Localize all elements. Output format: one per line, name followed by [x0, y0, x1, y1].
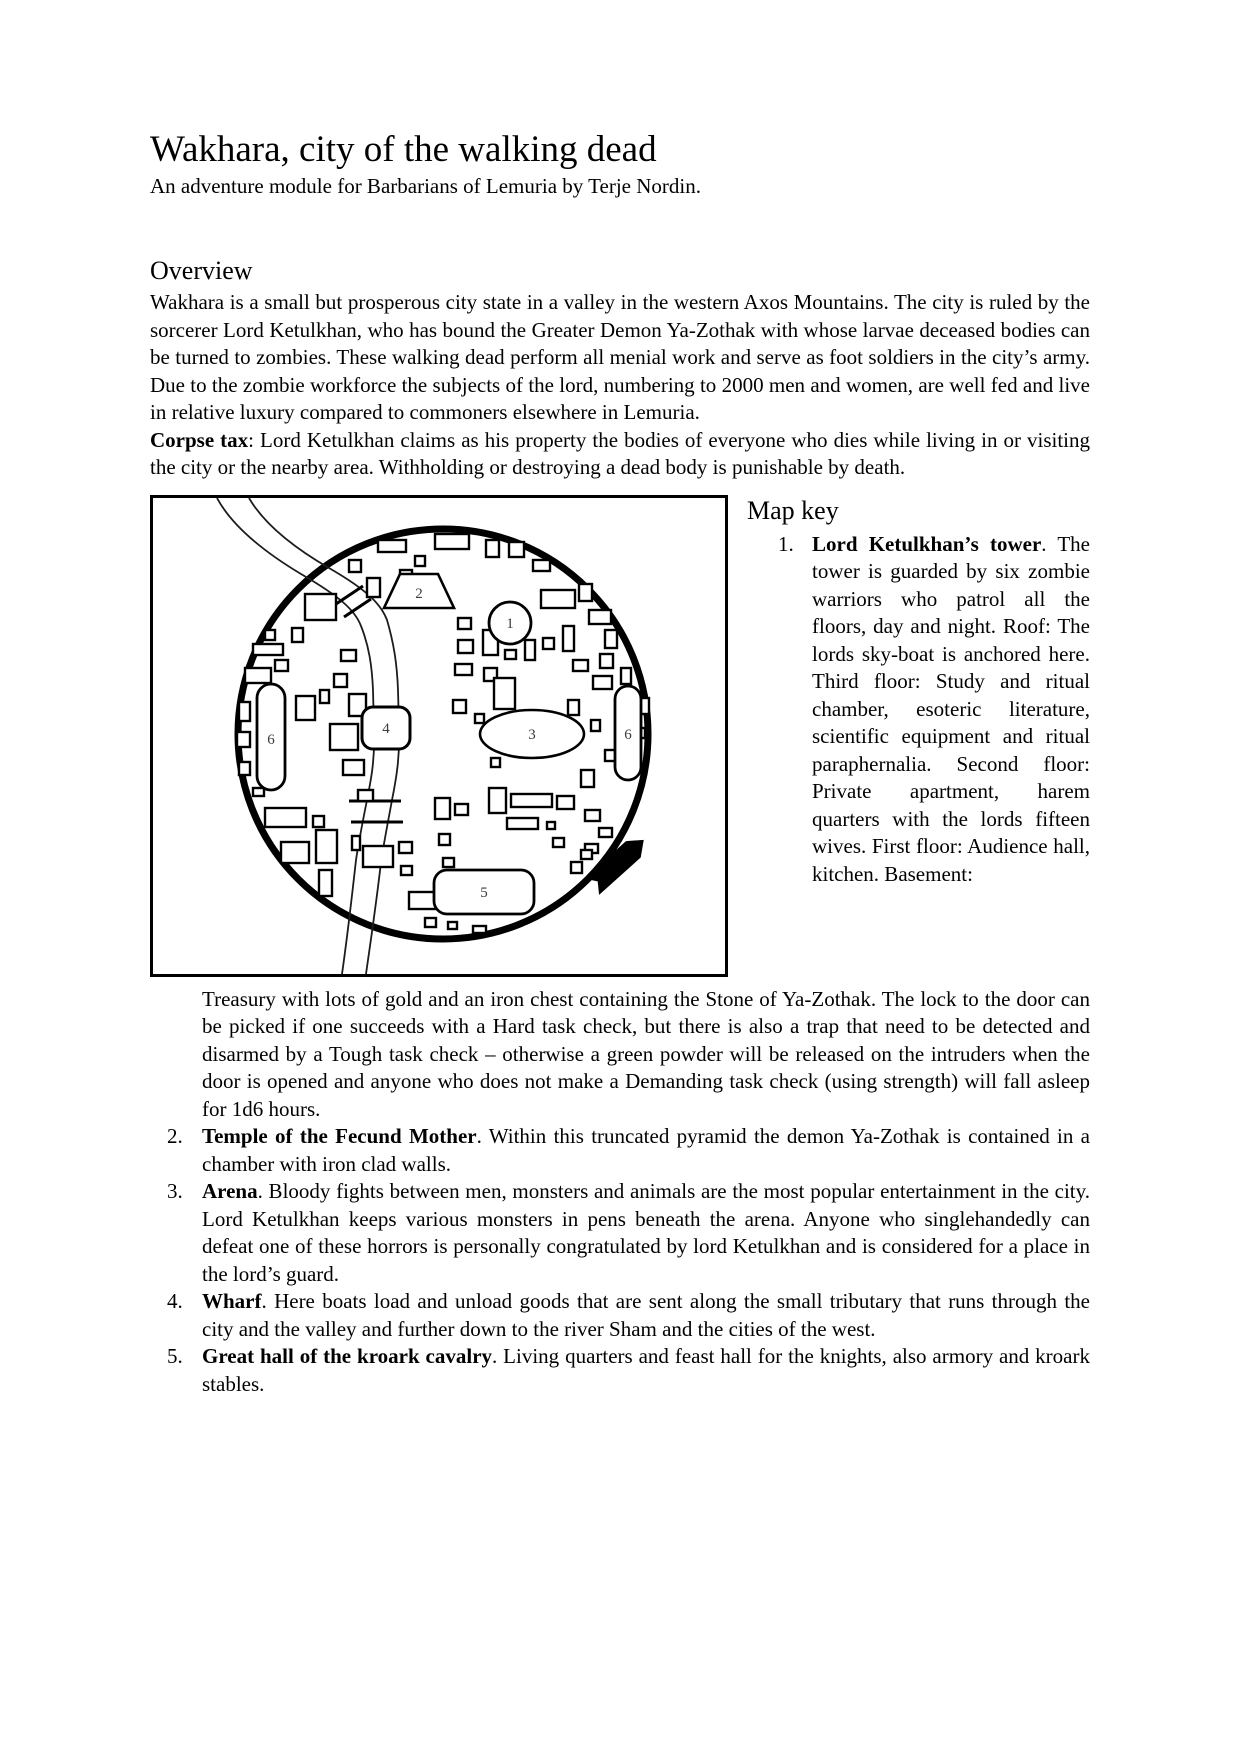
map-key-item-3 — [167, 1178, 1090, 1288]
map-key-item-2 — [167, 1123, 1090, 1178]
item-text: . Bloody fights between men, monsters and animals are the most popular entertainment in the city. Lord Ketulkhan keeps various monsters in pens beneath the arena. Anyone who singlehandedly can defeat one of these horrors is personally congratulated by lord Ketulkhan and is considered for a place in the lord’s guard. — [202, 1179, 1090, 1286]
map-label-6-east: 6 — [624, 726, 632, 743]
item-number: 5. — [167, 1344, 183, 1368]
map-label-4: 4 — [382, 720, 390, 737]
map-label-1: 1 — [506, 615, 514, 632]
item-name: Temple of the Fecund Mother — [202, 1124, 477, 1148]
overview-paragraph: Wakhara is a small but prosperous city state in a valley in the western Axos Mountains. The city is ruled by the sorcerer Lord Ketulkhan, who has bound the Greater Demon Ya-Zothak with whose larvae deceased bodies can be turned to zombies. These walking dead perform all menial work and serve as foot soldiers in the city’s army. Due to the zombie workforce the subjects of the lord, numbering to 2000 men and women, are well fed and live in relative luxury compared to commoners elsewhere in Lemuria. — [150, 290, 1090, 424]
city-map-figure — [150, 495, 728, 977]
map-label-5: 5 — [480, 884, 488, 901]
page-subtitle: An adventure module for Barbarians of Lemuria by Terje Nordin. — [150, 174, 701, 198]
item-number: 4. — [167, 1289, 183, 1313]
item-number: 3. — [167, 1179, 183, 1203]
map-key-item-5 — [167, 1343, 1090, 1398]
item-text: . Here boats load and unload goods that are sent along the small tributary that runs through the city and the valley and further down to the river Sham and the cities of the west. — [202, 1289, 1090, 1341]
item-number: 2. — [167, 1124, 183, 1148]
item-text: . Living quarters and feast hall for the knights, also armory and kroark stables. — [202, 1344, 1090, 1396]
item-name: Great hall of the kroark cavalry — [202, 1344, 493, 1368]
overview-heading: Overview — [150, 256, 253, 285]
item-name: Arena — [202, 1179, 258, 1203]
item-name: Lord Ketulkhan’s tower — [812, 531, 1042, 556]
map-and-key-row — [150, 495, 1090, 977]
item-text: . Within this truncated pyramid the demon Ya-Zothak is contained in a chamber with iron clad walls. — [202, 1124, 1090, 1176]
item-text: . The tower is guarded by six zombie warriors who patrol all the floors, day and night. Roof: The lords sky-boat is anchored here. Third floor: Study and ritual chamber, esoteric literature, scientific equipment and ritual paraphernalia. Second floor: Private apartment, harem quarters with the lords fifteen wives. First floor: Audience hall, kitchen. Basement: — [812, 531, 1090, 886]
city-map-svg — [153, 498, 725, 974]
map-key-item-4 — [167, 1288, 1090, 1343]
map-key-item-1-continuation: Treasury with lots of gold and an iron chest containing the Stone of Ya-Zothak. The lock to the door can be picked if one succeeds with a Hard task check, but there is also a trap that need to be detected and disarmed by a Tough task check – otherwise a green powder will be released on the intruders when the door is opened and anyone who does not make a Demanding task check (using strength) will fall asleep for 1d6 hours. — [202, 986, 1090, 1121]
map-label-3: 3 — [528, 726, 536, 743]
item-number: 1. — [778, 531, 794, 556]
map-key-heading: Map key — [747, 495, 839, 525]
page-title: Wakhara, city of the walking dead — [150, 129, 657, 170]
item-name: Wharf — [202, 1289, 262, 1313]
corpse-tax-label: Corpse tax — [150, 427, 249, 452]
map-label-2: 2 — [415, 585, 423, 602]
map-label-6-west: 6 — [267, 731, 275, 748]
corpse-tax-text: : Lord Ketulkhan claims as his property the bodies of everyone who dies while living in or visiting the city or the nearby area. Withholding or destroying a dead body is punishable by death. — [150, 427, 1090, 479]
map-key-column — [747, 495, 1090, 889]
corpse-tax-paragraph — [150, 427, 1090, 482]
map-key-item-1 — [747, 531, 1090, 889]
